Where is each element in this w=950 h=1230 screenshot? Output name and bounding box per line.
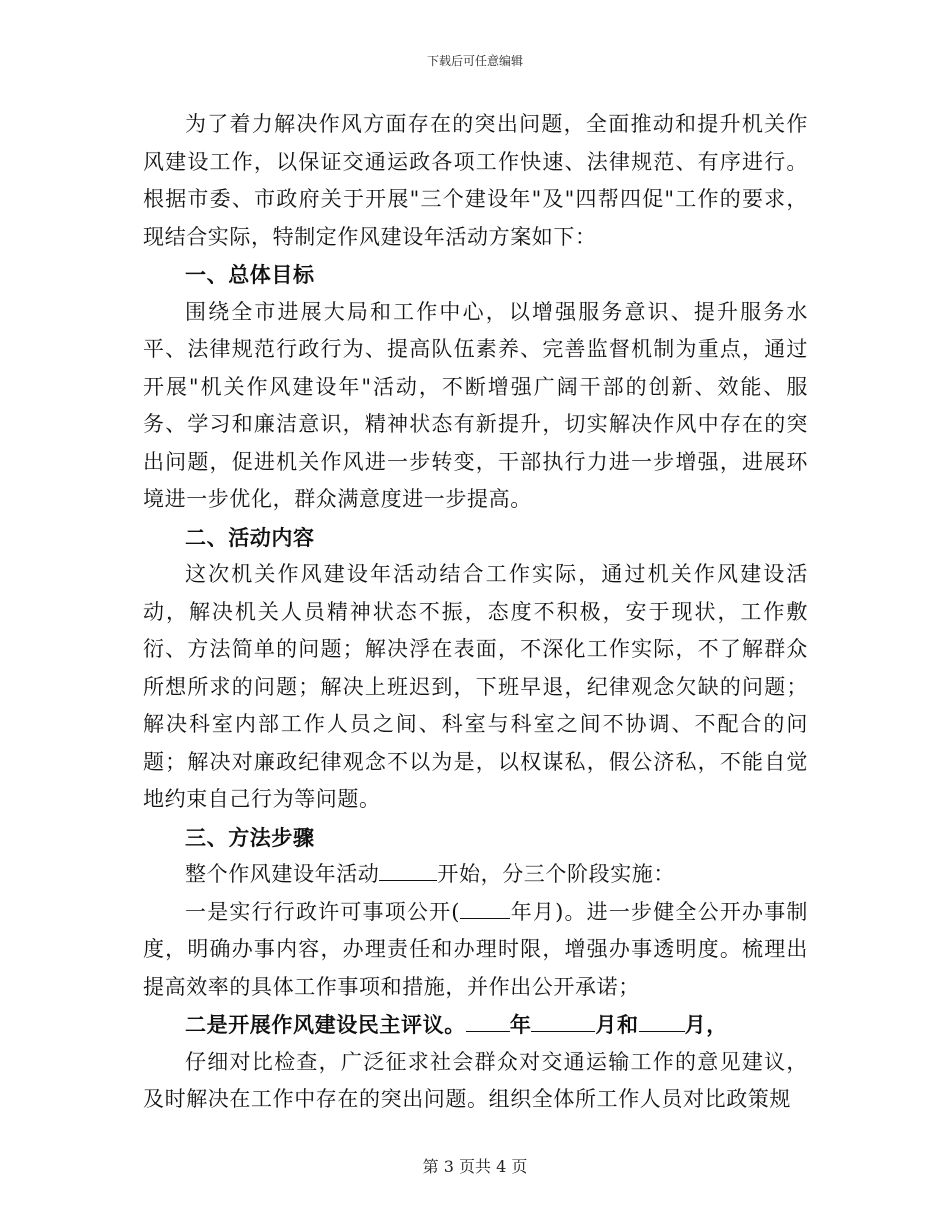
steps-text-end: 开始，分三个阶段实施： [437, 862, 676, 886]
content-paragraph: 这次机关作风建设年活动结合工作实际，通过机关作风建设活动，解决机关人员精神状态不振，态度不积极，安于现状，工作敷衍、方法简单的问题；解决浮在表面，不深化工作实际，不了解群众所想所求的问题；解决上班迟到，下班早退，纪律观念欠缺的问题；解决科室内部工作人员之间、科室与科室之间不协调、不配合的问题；解决对廉政纪律观念不以为是，以权谋私，假公济私，不能自觉地约束自己行为等问题。 [143, 562, 808, 811]
page-header: 下载后可任意编辑 [426, 54, 523, 68]
stage-one-text-start: 一是实行行政许可事项公开( [185, 899, 461, 924]
blank-fill-line [379, 879, 437, 881]
steps-text-start: 整个作风建设年活动 [185, 862, 380, 886]
stage-one-text-end: 年月)。进一步健全公开办事制度，明确办事内容，办理责任和办理时限，增强办事透明度。梳理出提高效率的具体工作事项和措施，并作出公开承诺； [143, 899, 808, 999]
section-heading-steps: 三、方法步骤 [185, 824, 315, 850]
blank-fill-line [531, 1030, 595, 1032]
blank-fill-line [460, 917, 510, 919]
stage-one-paragraph [143, 894, 808, 1007]
stage-two-text: 二是开展作风建设民主评议。 [185, 1012, 466, 1037]
stage-two-year: 年 [509, 1012, 532, 1037]
blank-fill-line [466, 1030, 510, 1032]
section-heading-content: 二、活动内容 [185, 524, 315, 550]
blank-fill-line [639, 1030, 685, 1032]
document-body [143, 106, 808, 1119]
section-heading-goals: 一、总体目标 [185, 262, 315, 287]
stage-two-heading [143, 1006, 808, 1044]
intro-paragraph: 为了着力解决作风方面存在的突出问题，全面推动和提升机关作风建设工作，以保证交通运政各项工作快速、法律规范、有序进行。根据市委、市政府关于开展"三个建设年"及"四帮四促"工作的要求，现结合实际，特制定作风建设年活动方案如下： [143, 112, 808, 249]
page-footer: 第 3 页共 4 页 [422, 1157, 528, 1176]
stage-two-month-and: 月和 [595, 1012, 639, 1037]
stage-two-month: 月， [684, 1012, 728, 1037]
stage-two-paragraph: 仔细对比检查，广泛征求社会群众对交通运输工作的意见建议，及时解决在工作中存在的突出问题。组织全体所工作人员对比政策规 [143, 1049, 808, 1111]
goals-paragraph: 围绕全市进展大局和工作中心，以增强服务意识、提升服务水平、法律规范行政行为、提高队伍素养、完善监督机制为重点，通过开展"机关作风建设年"活动，不断增强广阔干部的创新、效能、服务、学习和廉洁意识，精神状态有新提升，切实解决作风中存在的突出问题，促进机关作风进一步转变，干部执行力进一步增强，进展环境进一步优化，群众满意度进一步提高。 [143, 299, 808, 511]
steps-paragraph [143, 856, 808, 894]
